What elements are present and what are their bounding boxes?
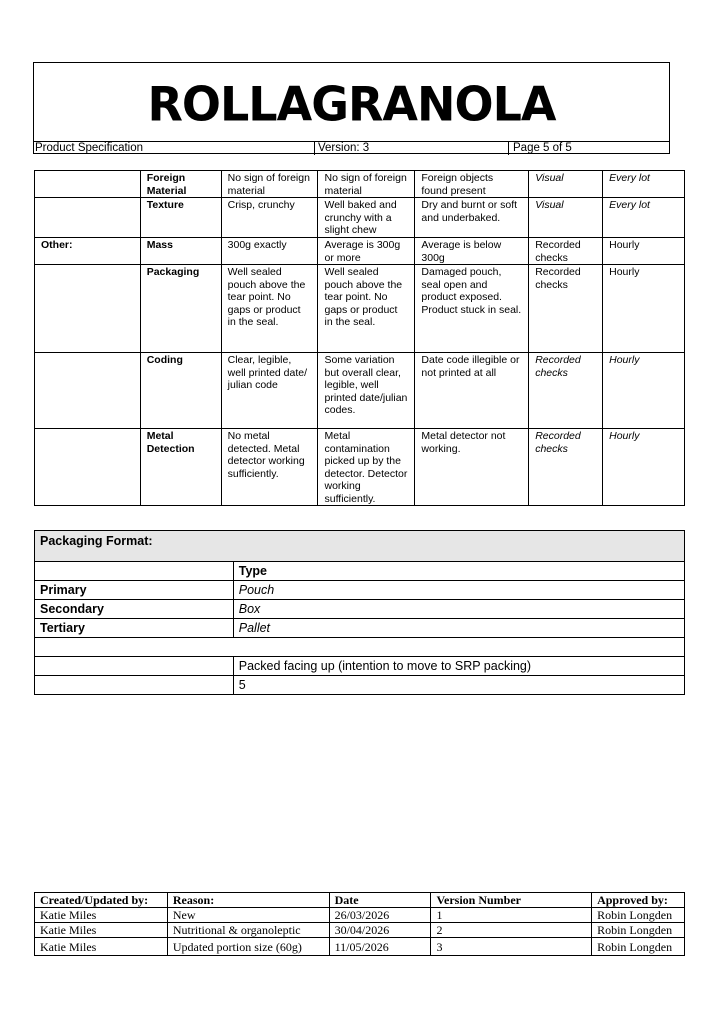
- version-label: Version: 3: [314, 142, 369, 155]
- packaging-spacer-row: [35, 638, 685, 657]
- spec-reject-cell: Dry and burnt or soft and underbaked.: [415, 198, 529, 238]
- spec-method-cell: Recorded checks: [529, 238, 603, 265]
- table-row: [35, 198, 685, 238]
- spec-target-cell: 300g exactly: [221, 238, 318, 265]
- spec-parameter-name: Metal Detection: [140, 429, 221, 506]
- spec-group-cell: [35, 429, 141, 506]
- packaging-format-table: [34, 530, 685, 695]
- rev-approver-cell: Robin Longden: [592, 908, 685, 923]
- spec-group-cell: [35, 198, 141, 238]
- table-header-row: [35, 893, 685, 908]
- packaging-level-label: Secondary: [35, 600, 234, 619]
- page-number: Page 5 of 5: [508, 142, 572, 155]
- spec-acceptable-cell: Metal contamination picked up by the detector. Detector working sufficiently.: [318, 429, 415, 506]
- table-row: [35, 908, 685, 923]
- rev-version-cell: 1: [431, 908, 592, 923]
- table-row: [35, 238, 685, 265]
- rev-reason-cell: Updated portion size (60g): [167, 938, 329, 956]
- spec-parameter-name: Foreign Material: [140, 171, 221, 198]
- spec-acceptable-cell: Average is 300g or more: [318, 238, 415, 265]
- table-row: [35, 923, 685, 938]
- packaging-count: 5: [233, 676, 684, 695]
- rev-version-header: Version Number: [431, 893, 592, 908]
- spec-table: [34, 170, 685, 506]
- spec-frequency-cell: Every lot: [603, 171, 685, 198]
- table-row: [35, 353, 685, 429]
- spec-group-cell: [35, 171, 141, 198]
- table-row: [35, 171, 685, 198]
- table-row: [35, 619, 685, 638]
- spec-target-cell: Clear, legible, well printed date/ julian code: [221, 353, 318, 429]
- rev-author-cell: Katie Miles: [35, 908, 168, 923]
- spec-parameter-name: Packaging: [140, 265, 221, 353]
- rev-date-header: Date: [329, 893, 431, 908]
- spec-frequency-cell: Hourly: [603, 265, 685, 353]
- spec-target-cell: Well sealed pouch above the tear point. No gaps or product in the seal.: [221, 265, 318, 353]
- spec-group-cell: [35, 265, 141, 353]
- spec-group-cell: Other:: [35, 238, 141, 265]
- spec-method-cell: Visual: [529, 171, 603, 198]
- rev-date-cell: 30/04/2026: [329, 923, 431, 938]
- spec-parameter-name: Mass: [140, 238, 221, 265]
- rev-author-cell: Katie Miles: [35, 938, 168, 956]
- packaging-title: Packaging Format:: [35, 531, 685, 562]
- table-row: [35, 429, 685, 506]
- spec-parameter-name: Coding: [140, 353, 221, 429]
- rev-reason-header: Reason:: [167, 893, 329, 908]
- spec-reject-cell: Average is below 300g: [415, 238, 529, 265]
- brand-logo: ROLLAGRANOLA: [147, 76, 556, 132]
- spec-target-cell: No metal detected. Metal detector working sufficiently.: [221, 429, 318, 506]
- rev-reason-cell: New: [167, 908, 329, 923]
- spec-target-cell: Crisp, crunchy: [221, 198, 318, 238]
- packaging-level-value: Pallet: [233, 619, 684, 638]
- rev-author-cell: Katie Miles: [35, 923, 168, 938]
- spec-reject-cell: Damaged pouch, seal open and product exposed. Product stuck in seal.: [415, 265, 529, 353]
- rev-author-header: Created/Updated by:: [35, 893, 168, 908]
- spec-frequency-cell: Every lot: [603, 198, 685, 238]
- rev-approver-header: Approved by:: [592, 893, 685, 908]
- packaging-blank-cell: [35, 676, 234, 695]
- rev-approver-cell: Robin Longden: [592, 938, 685, 956]
- spec-acceptable-cell: Well sealed pouch above the tear point. No gaps or product in the seal.: [318, 265, 415, 353]
- table-row: [35, 600, 685, 619]
- spec-group-cell: [35, 353, 141, 429]
- packaging-type-header: Type: [233, 562, 684, 581]
- table-row: [35, 581, 685, 600]
- table-row: [35, 938, 685, 956]
- table-row: [35, 265, 685, 353]
- rev-version-cell: 2: [431, 923, 592, 938]
- spec-frequency-cell: Hourly: [603, 238, 685, 265]
- revision-history-table: [34, 892, 685, 956]
- packaging-level-value: Pouch: [233, 581, 684, 600]
- spec-reject-cell: Foreign objects found present: [415, 171, 529, 198]
- spec-acceptable-cell: Some variation but overall clear, legible, well printed date/julian codes.: [318, 353, 415, 429]
- spec-frequency-cell: Hourly: [603, 429, 685, 506]
- spec-reject-cell: Date code illegible or not printed at all: [415, 353, 529, 429]
- packaging-blank-cell: [35, 562, 234, 581]
- rev-date-cell: 26/03/2026: [329, 908, 431, 923]
- rev-version-cell: 3: [431, 938, 592, 956]
- document-header: [33, 62, 670, 154]
- spec-frequency-cell: Hourly: [603, 353, 685, 429]
- rev-reason-cell: Nutritional & organoleptic: [167, 923, 329, 938]
- spec-acceptable-cell: No sign of foreign material: [318, 171, 415, 198]
- spec-acceptable-cell: Well baked and crunchy with a slight chew: [318, 198, 415, 238]
- header-info-row: [34, 141, 669, 155]
- packaging-level-label: Tertiary: [35, 619, 234, 638]
- spec-method-cell: Recorded checks: [529, 265, 603, 353]
- spec-target-cell: No sign of foreign material: [221, 171, 318, 198]
- rev-approver-cell: Robin Longden: [592, 923, 685, 938]
- rev-date-cell: 11/05/2026: [329, 938, 431, 956]
- spec-reject-cell: Metal detector not working.: [415, 429, 529, 506]
- spec-method-cell: Visual: [529, 198, 603, 238]
- spec-method-cell: Recorded checks: [529, 353, 603, 429]
- spec-parameter-name: Texture: [140, 198, 221, 238]
- packaging-note: Packed facing up (intention to move to SRP packing): [233, 657, 684, 676]
- packaging-level-value: Box: [233, 600, 684, 619]
- packaging-blank-cell: [35, 657, 234, 676]
- packaging-level-label: Primary: [35, 581, 234, 600]
- doc-type-label: Product Specification: [35, 142, 144, 154]
- spec-method-cell: Recorded checks: [529, 429, 603, 506]
